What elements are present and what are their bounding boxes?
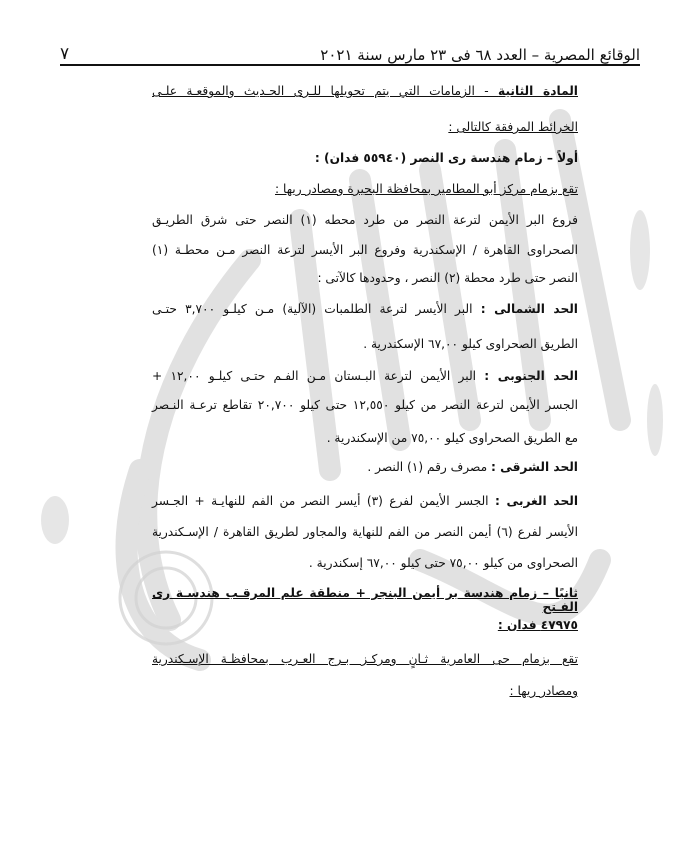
bold-heading: الحد الشمالى : <box>480 302 578 316</box>
bold-heading: الحد الشرقى : <box>491 460 578 474</box>
text-line <box>152 120 578 134</box>
line-text: الصحراوى من كيلو ٧٥,٠٠ حتى كيلو ٦٧,٠٠ إسكندرية . <box>308 556 578 570</box>
text-line <box>152 182 578 196</box>
line-text: فروع البر الأيمن لترعة النصر من طرد محطه (١) النصر حتى شرق الطريـق <box>152 213 578 227</box>
bold-heading: المادة الثانية <box>498 84 578 98</box>
text-line <box>152 652 578 666</box>
text-line <box>152 618 578 632</box>
text-line <box>152 213 578 227</box>
header-rule <box>60 64 640 66</box>
text-line <box>152 431 578 445</box>
text-line <box>152 151 578 165</box>
bold-heading: ثانيًا – زمام هندسة بر أيمن البنجر + منطقة علم المرقـب هندسـة رى الفـتح <box>152 586 578 615</box>
text-line <box>152 556 578 570</box>
text-line <box>152 369 578 383</box>
text-line <box>152 460 578 474</box>
bold-heading: ٤٧٩٧٥ فدان : <box>497 618 578 632</box>
line-text: الجسر الأيمن لفرع (٣) أيسر النصر من الفم للنهايـة + الجـسر <box>152 494 495 508</box>
line-text: الجسر الأيمن لترعة النصر من كيلو ١٢,٥٥٠ حتى كيلو ٢٠,٧٠٠ تقاطع ترعـة النـصر <box>152 398 578 412</box>
text-line <box>152 586 578 614</box>
line-text: تقع بزمام حى العامرية ثـانٍ ومركـز بـرج العـرب بمحافظـة الإسـكندرية <box>152 652 578 666</box>
bold-heading: أولاً – زمام هندسة رى النصر (٥٥٩٤٠ فدان) : <box>314 151 578 165</box>
text-line <box>152 684 578 698</box>
line-text: النصر حتى طرد محطة (٢) النصر ، وحدودها كالآتى : <box>317 271 578 285</box>
text-line <box>152 271 578 285</box>
line-text: البر الأيمن لترعة البـستان مـن الفـم حتـى كيلـو ١٢,٠٠ + <box>152 369 485 383</box>
line-text: مصرف رقم (١) النصر . <box>367 460 491 474</box>
line-text: ومصادر ريها : <box>509 684 578 698</box>
line-text: الصحراوى القاهرة / الإسكندرية وفروع البر الأيسر لترعة النصر مـن محطـة (١) <box>152 243 578 257</box>
page-header <box>60 28 640 64</box>
line-text: تقع بزمام مركز أبو المطامير بمحافظة البحيرة ومصادر ريها : <box>275 182 578 196</box>
line-text: الطريق الصحراوى كيلو ٦٧,٠٠ الإسكندرية . <box>363 337 578 351</box>
text-line <box>152 302 578 316</box>
text-line <box>152 337 578 351</box>
bold-heading: الحد الجنوبى : <box>484 369 578 383</box>
page-number: ٧ <box>60 44 70 64</box>
bold-heading: الحد الغربى : <box>494 494 579 508</box>
text-line <box>152 494 578 508</box>
header-title: الوقائع المصرية – العدد ٦٨ فى ٢٣ مارس سنة ٢٠٢١ <box>320 46 640 64</box>
text-line <box>152 398 578 412</box>
line-text: الخرائط المرفقة كالتالى : <box>448 120 578 134</box>
line-text: - الزمامات التي يتم تحويلها للـرى الحـديث والموقعـة علـى <box>152 84 499 98</box>
text-line <box>152 525 578 539</box>
line-text: الأيسر لفرع (٦) أيمن النصر من الفم للنهاية والمجاور لطريق القاهرة / الإسـكندرية <box>152 525 578 539</box>
line-text: البر الأيسر لترعة الطلمبات (الآلية) مـن كيلـو ٣,٧٠٠ حتـى <box>152 302 481 316</box>
text-line <box>152 84 578 98</box>
line-text: مع الطريق الصحراوى كيلو ٧٥,٠٠ من الإسكندرية . <box>326 431 578 445</box>
text-line <box>152 243 578 257</box>
